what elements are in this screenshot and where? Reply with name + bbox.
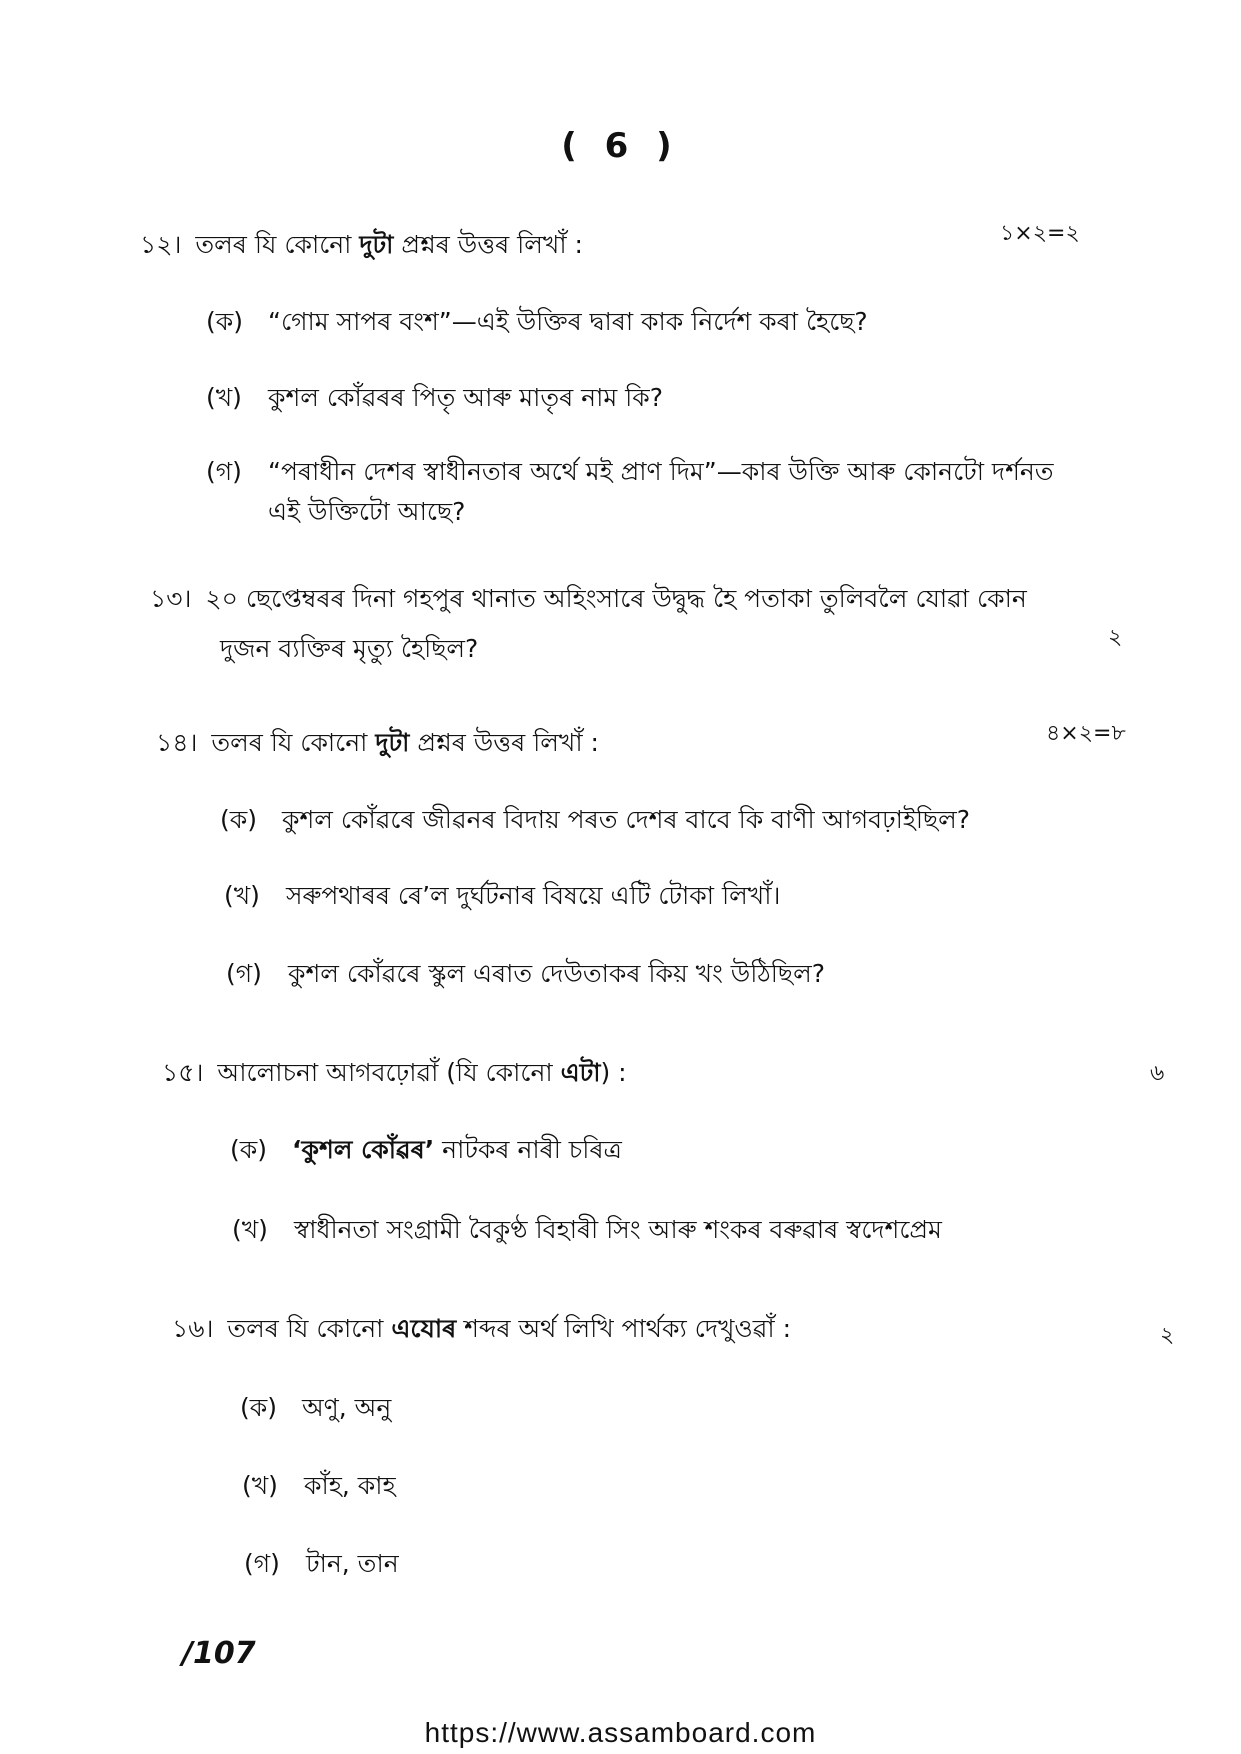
question-13-line2: দুজন ব্যক্তিৰ মৃত্যু হৈছিল?	[220, 634, 479, 663]
footer-url: https://www.assamboard.com	[424, 1717, 817, 1748]
question-text-pre: তলৰ যি কোনো	[227, 1314, 392, 1343]
question-text-post: শব্দৰ অৰ্থ লিখি পাৰ্থক্য দেখুওৱাঁ :	[456, 1314, 792, 1343]
question-text-line1: ২০ ছেপ্তেম্বৰৰ দিনা গহপুৰ থানাত অহিংসাৰে উদ্বুদ্ধ হৈ পতাকা তুলিবলৈ যোৱা কোন	[205, 584, 1027, 613]
question-text-bold: এটা	[560, 1058, 601, 1087]
question-text-post: ) :	[600, 1058, 627, 1087]
option-text: “পৰাধীন দেশৰ স্বাধীনতাৰ অৰ্থে মই প্ৰাণ দিম”—কাৰ উক্তি আৰু কোনটো দৰ্শনত এই উক্তিটো আছে?	[268, 457, 1054, 526]
option-text: “গোম সাপৰ বংশ”—এই উক্তিৰ দ্বাৰা কাক নিৰ্দেশ কৰা হৈছে?	[268, 307, 868, 336]
question-text-bold: এযোৰ	[391, 1314, 457, 1343]
question-text-pre: তলৰ যি কোনো	[211, 728, 376, 757]
option-12-ga	[206, 452, 1066, 532]
question-text-post: প্ৰশ্নৰ উত্তৰ লিখাঁ :	[409, 728, 599, 757]
question-text-bold: দুটা	[359, 230, 394, 259]
option-label: (গ)	[206, 457, 242, 486]
option-text: কুশল কোঁৱৰৰ পিতৃ আৰু মাতৃৰ নাম কি?	[268, 383, 664, 412]
option-label: (ক)	[230, 1135, 267, 1164]
option-label: (গ)	[226, 959, 262, 988]
marks-16: ২	[1160, 1323, 1175, 1348]
option-label: (ক)	[240, 1393, 277, 1422]
marks-13: ২	[1108, 625, 1123, 650]
option-label: (খ)	[206, 383, 242, 412]
question-text-pre: তলৰ যি কোনো	[195, 230, 360, 259]
option-label: (খ)	[224, 881, 260, 910]
marks-14: ৪×২=৮	[1046, 721, 1126, 746]
option-16-ga	[244, 1544, 399, 1584]
question-number: ১২।	[140, 230, 182, 259]
marks-12: ১×২=২	[1000, 221, 1080, 246]
paper-code: /107	[182, 1636, 256, 1671]
option-14-ka	[220, 800, 970, 840]
question-number: ১৪।	[156, 728, 198, 757]
option-16-ka	[240, 1388, 391, 1428]
question-16	[172, 1310, 791, 1348]
question-number: ১৫।	[162, 1058, 204, 1087]
question-text-post: প্ৰশ্নৰ উত্তৰ লিখাঁ :	[393, 230, 583, 259]
option-12-ka	[206, 302, 868, 342]
question-13	[150, 580, 1027, 618]
question-number: ১৬।	[172, 1314, 214, 1343]
option-text: নাটকৰ নাৰী চৰিত্ৰ	[434, 1135, 622, 1164]
question-14	[156, 724, 599, 762]
option-12-kha	[206, 378, 663, 418]
option-14-kha	[224, 876, 780, 916]
option-text: কুশল কোঁৱৰে জীৱনৰ বিদায় পৰত দেশৰ বাবে কি বাণী আগবঢ়াইছিল?	[282, 805, 971, 834]
option-text: অণু, অনু	[302, 1393, 392, 1422]
page-number: ( 6 )	[561, 126, 680, 166]
question-text-pre: আলোচনা আগবঢ়োৱাঁ (যি কোনো	[217, 1058, 561, 1087]
option-text: টান, তান	[306, 1549, 399, 1578]
question-15	[162, 1054, 627, 1092]
option-16-kha	[242, 1466, 396, 1506]
option-text: সৰুপথাৰৰ ৰে’ল দুৰ্ঘটনাৰ বিষয়ে এটি টোকা লিখাঁ।	[286, 881, 781, 910]
marks-15: ৬	[1150, 1061, 1165, 1086]
question-text-bold: দুটা	[375, 728, 410, 757]
option-text: কুশল কোঁৱৰে স্কুল এৰাত দেউতাকৰ কিয় খং উঠিছিল?	[288, 959, 825, 988]
option-15-ka	[230, 1130, 622, 1170]
option-label: (খ)	[242, 1471, 278, 1500]
option-15-kha	[232, 1210, 942, 1250]
option-text: স্বাধীনতা সংগ্ৰামী বৈকুণ্ঠ বিহাৰী সিং আৰু শংকৰ বৰুৱাৰ স্বদেশপ্ৰেম	[294, 1215, 942, 1244]
question-12	[140, 226, 583, 264]
option-label: (খ)	[232, 1215, 268, 1244]
option-label: (ক)	[206, 307, 243, 336]
option-text-bold: ‘কুশল কোঁৱৰ’	[292, 1135, 435, 1164]
question-number: ১৩।	[150, 584, 192, 613]
option-14-ga	[226, 954, 825, 994]
option-label: (গ)	[244, 1549, 280, 1578]
option-text: কাঁহ, কাহ	[304, 1471, 396, 1500]
option-label: (ক)	[220, 805, 257, 834]
